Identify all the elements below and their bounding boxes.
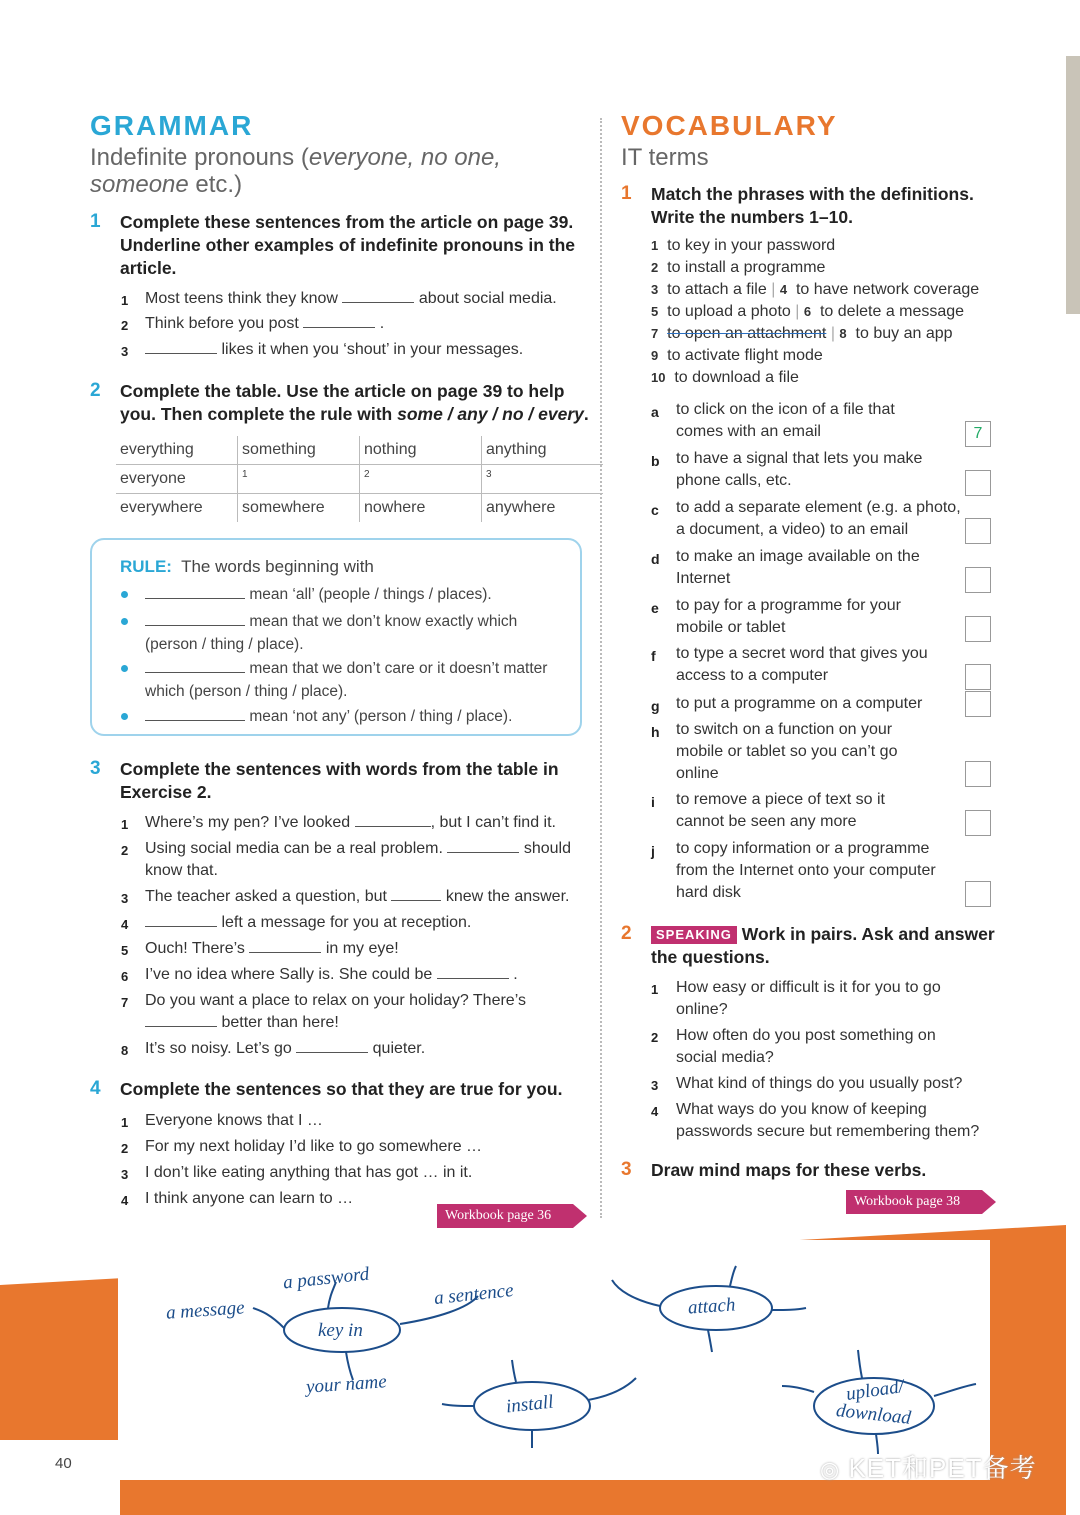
- item-text: , but I can’t find it.: [430, 814, 556, 831]
- exercise-instruction: Draw mind maps for these verbs.: [651, 1160, 927, 1180]
- item-text: Ouch! There’s: [145, 940, 245, 957]
- item-text: better than here!: [221, 1014, 339, 1031]
- definition-item: [676, 838, 936, 904]
- item-text: I’ve no idea where Sally is. She could be: [145, 966, 433, 983]
- list-item: [676, 1025, 936, 1069]
- mind-map-branch: a sentence: [433, 1279, 515, 1310]
- exercise-instruction: [120, 758, 590, 804]
- table-cell: anywhere: [486, 499, 556, 516]
- answer-blank[interactable]: [145, 1012, 217, 1027]
- answer-box[interactable]: [965, 691, 991, 717]
- blank-number: 2: [364, 469, 370, 481]
- table-cell: everything: [116, 436, 238, 465]
- instruction-part: you. Then complete the rule with: [120, 404, 398, 424]
- list-item: [145, 812, 556, 834]
- item-text: How easy or difficult is it for you to go: [676, 979, 941, 996]
- mind-map-branch: your name: [305, 1371, 388, 1398]
- answer-blank[interactable]: [355, 812, 431, 827]
- phrase-text: to delete a message: [819, 303, 965, 320]
- definition-text: a document, a video) to an email: [676, 521, 909, 538]
- table-row: [116, 436, 603, 465]
- grammar-title: GRAMMAR: [90, 110, 254, 141]
- table-cell-blank[interactable]: [482, 465, 604, 494]
- phrase-item: 7 to open an attachment | 8 to buy an app: [651, 325, 953, 342]
- answer-blank[interactable]: [342, 288, 414, 303]
- definition-item: [676, 719, 897, 785]
- branch-line: [772, 1308, 806, 1310]
- item-number: 4: [651, 1104, 659, 1119]
- rule-text: mean that we don’t care or it doesn’t matter: [249, 660, 548, 677]
- exercise-number: 4: [90, 1078, 101, 1099]
- column-divider: [600, 118, 602, 1218]
- definition-letter: g: [651, 698, 660, 714]
- instruction-line: Exercise 2.: [120, 782, 212, 802]
- list-item: [676, 977, 941, 1021]
- definition-item: [676, 399, 895, 443]
- table-cell: everywhere: [116, 494, 238, 523]
- instruction-part: Work in pairs. Ask and answer: [741, 924, 995, 944]
- exercise-number: 3: [621, 1159, 632, 1180]
- exercise-number: 3: [90, 758, 101, 779]
- table-row: [116, 465, 603, 494]
- item-text: left a message for you at reception.: [221, 914, 472, 931]
- item-number: 8: [121, 1043, 129, 1058]
- definition-text: hard disk: [676, 884, 741, 901]
- item-number: 2: [651, 1030, 659, 1045]
- rule-line: [145, 583, 492, 606]
- item-number: 4: [121, 1193, 129, 1208]
- phrase-item: 2 to install a programme: [651, 259, 826, 276]
- workbook-link[interactable]: [846, 1190, 982, 1214]
- rule-text: mean that we don’t know exactly which: [249, 613, 518, 630]
- list-item: For my next holiday I’d like to go somewhere …: [145, 1138, 483, 1155]
- answer-box[interactable]: [965, 567, 991, 593]
- answer-blank[interactable]: [249, 938, 321, 953]
- definition-item: [676, 448, 922, 492]
- phrase-text: to key in your password: [667, 237, 836, 254]
- item-text: social media?: [676, 1049, 774, 1066]
- instruction-em: some / any / no / every: [397, 404, 584, 424]
- rule-line: [145, 610, 565, 656]
- mind-map-center: install: [504, 1391, 555, 1418]
- rule-text: mean ‘all’ (people / things / places).: [249, 586, 492, 603]
- phrase-text: to have network coverage: [795, 281, 980, 298]
- item-text: Using social media can be a real problem.: [145, 840, 443, 857]
- item-text: The teacher asked a question, but: [145, 888, 387, 905]
- item-text: about social media.: [418, 290, 557, 307]
- instruction-line: the questions.: [651, 947, 770, 967]
- answer-blank[interactable]: [296, 1038, 368, 1053]
- answer-blank[interactable]: [145, 706, 245, 721]
- bullet-icon: [121, 591, 128, 598]
- table-cell: anything: [482, 436, 604, 465]
- list-item: [145, 938, 399, 960]
- item-text: Where’s my pen? I’ve looked: [145, 814, 351, 831]
- speaking-badge: SPEAKING: [651, 926, 737, 944]
- item-number: 2: [121, 843, 129, 858]
- definition-text: to remove a piece of text so it: [676, 791, 885, 808]
- list-item: I don’t like eating anything that has got … in it.: [145, 1164, 473, 1181]
- item-text: in my eye!: [325, 940, 399, 957]
- item-text: Think before you post: [145, 315, 299, 332]
- page-corner: [0, 1440, 120, 1515]
- instruction-line: [651, 923, 996, 946]
- table-cell: somewhere: [238, 494, 360, 523]
- definition-letter: b: [651, 453, 660, 469]
- subtitle-part: etc.): [188, 171, 243, 198]
- list-item: [145, 313, 384, 335]
- instruction-line: Underline other examples of indefinite pronouns in the: [120, 235, 576, 255]
- mind-map-panel: [118, 1240, 990, 1480]
- exercise-instruction: [651, 183, 974, 229]
- vocabulary-subtitle: IT terms: [621, 144, 709, 171]
- item-number: 1: [121, 1115, 129, 1130]
- item-text: online?: [676, 1001, 728, 1018]
- instruction-line: [120, 403, 595, 426]
- item-text: Do you want a place to relax on your holiday? There’s: [145, 992, 526, 1009]
- answer-blank[interactable]: [447, 838, 519, 853]
- subtitle-part: Indefinite pronouns (: [90, 144, 309, 171]
- item-text: How often do you post something on: [676, 1027, 936, 1044]
- watermark-text: KET和PET备考: [848, 1453, 1037, 1483]
- answer-box[interactable]: [965, 664, 991, 690]
- definition-text: to click on the icon of a file that: [676, 401, 895, 418]
- item-text: likes it when you ‘shout’ in your messages.: [221, 341, 524, 358]
- item-text: What ways do you know of keeping: [676, 1101, 927, 1118]
- item-text: .: [513, 966, 518, 983]
- definition-text: access to a computer: [676, 667, 829, 684]
- mind-map-lines: [118, 1240, 990, 1480]
- exercise-instruction: [120, 380, 595, 426]
- exercise-number: 2: [90, 380, 101, 401]
- list-item: [145, 964, 518, 986]
- item-number: 7: [121, 995, 129, 1010]
- answer-blank[interactable]: [145, 611, 245, 626]
- table-cell: everyone: [116, 465, 238, 494]
- arrow-right-icon: [982, 1190, 996, 1214]
- table-cell: nothing: [360, 436, 482, 465]
- definition-letter: f: [651, 648, 656, 664]
- bullet-icon: [121, 665, 128, 672]
- item-number: 6: [121, 969, 129, 984]
- phrase-text: to upload a photo: [667, 303, 791, 320]
- table-cell-blank[interactable]: [238, 465, 360, 494]
- branch-line: [730, 1266, 736, 1286]
- definition-text: online: [676, 765, 719, 782]
- item-text: What kind of things do you usually post?: [676, 1075, 963, 1092]
- item-text: It’s so noisy. Let’s go: [145, 1040, 292, 1057]
- rule-intro: The words beginning with: [181, 557, 374, 576]
- phrase-text: to install a programme: [667, 259, 826, 276]
- answer-box[interactable]: [965, 881, 991, 907]
- instruction-part: .: [583, 404, 589, 424]
- definition-text: from the Internet onto your computer: [676, 862, 936, 879]
- definition-text: to switch on a function on your: [676, 721, 893, 738]
- definition-text: mobile or tablet: [676, 619, 786, 636]
- exercise-number: 1: [621, 183, 632, 204]
- item-number: 3: [121, 891, 129, 906]
- answer-box[interactable]: [965, 616, 991, 642]
- item-text: Most teens think they know: [145, 290, 338, 307]
- item-number: 2: [121, 1141, 129, 1156]
- branch-line: [612, 1280, 660, 1306]
- branch-line: [708, 1330, 712, 1352]
- definition-item: [676, 789, 885, 833]
- phrase-text: to download a file: [674, 369, 799, 386]
- definition-text: to pay for a programme for your: [676, 597, 901, 614]
- list-item: [145, 288, 557, 310]
- table-cell: something: [238, 436, 360, 465]
- definition-text: to copy information or a programme: [676, 840, 930, 857]
- definition-letter: c: [651, 502, 659, 518]
- rule-line: [145, 705, 512, 728]
- blank-number: 3: [486, 469, 492, 481]
- list-item: [145, 990, 585, 1034]
- mind-map-center: download: [835, 1400, 912, 1429]
- item-number: 3: [121, 344, 129, 359]
- item-text: .: [379, 315, 385, 332]
- branch-line: [934, 1384, 976, 1396]
- definition-text: mobile or tablet so you can’t go: [676, 743, 898, 760]
- phrase-text: to activate flight mode: [667, 347, 823, 364]
- answer-box[interactable]: [965, 761, 991, 787]
- definition-text: comes with an email: [676, 423, 821, 440]
- subtitle-em: someone: [90, 171, 189, 198]
- instruction-line: Complete these sentences from the article on page 39.: [120, 212, 574, 232]
- exercise-instruction: Complete the sentences so that they are true for you.: [120, 1079, 563, 1099]
- definition-letter: h: [651, 724, 660, 740]
- definition-letter: e: [651, 600, 659, 616]
- item-number: 1: [121, 293, 129, 308]
- list-item: [676, 1099, 979, 1143]
- phrase-item: 1 to key in your password: [651, 237, 836, 254]
- workbook-label: Workbook page 36: [445, 1208, 552, 1223]
- definition-item: [676, 546, 920, 590]
- answer-blank[interactable]: [391, 886, 441, 901]
- list-item: Everyone knows that I …: [145, 1112, 323, 1129]
- phrase-item: 9 to activate flight mode: [651, 347, 823, 364]
- subtitle-em: everyone, no one,: [308, 144, 501, 171]
- branch-line: [442, 1404, 474, 1406]
- definition-item: [676, 643, 928, 687]
- item-number: 3: [121, 1167, 129, 1182]
- phrase-text: to buy an app: [855, 325, 953, 342]
- page-number: 40: [55, 1455, 72, 1472]
- phrase-item: 10 to download a file: [651, 369, 799, 386]
- side-photo-strip: [1066, 56, 1080, 314]
- rule-text: which (person / thing / place).: [145, 683, 348, 700]
- instruction-line: Complete the sentences with words from the table in: [120, 759, 559, 779]
- list-item: [676, 1073, 962, 1095]
- definition-letter: i: [651, 794, 655, 810]
- answer-box[interactable]: [965, 810, 991, 836]
- item-number: 2: [121, 318, 129, 333]
- phrase-item: 5 to upload a photo | 6 to delete a message: [651, 303, 965, 320]
- definition-letter: d: [651, 551, 660, 567]
- definition-item: [676, 497, 961, 541]
- instruction-line: Write the numbers 1–10.: [651, 207, 853, 227]
- pronoun-table: [116, 436, 603, 522]
- list-item: [145, 1038, 425, 1060]
- blank-number: 1: [242, 469, 248, 481]
- exercise-instruction: [120, 211, 590, 280]
- answer-box[interactable]: 7: [965, 421, 991, 447]
- rule-label: RULE:: [120, 557, 172, 576]
- exercise-instruction: [651, 923, 996, 969]
- phrase-text: to attach a file: [667, 281, 767, 298]
- item-text: know that.: [145, 862, 218, 879]
- grammar-subtitle: [90, 144, 550, 198]
- definition-text: phone calls, etc.: [676, 472, 792, 489]
- definition-text: to make an image available on the: [676, 548, 920, 565]
- item-text: quieter.: [372, 1040, 426, 1057]
- mind-map-center: key in: [318, 1320, 363, 1341]
- answer-blank[interactable]: [145, 912, 217, 927]
- definition-text: Internet: [676, 570, 731, 587]
- wechat-icon: ◎: [820, 1457, 841, 1482]
- instruction-line: article.: [120, 258, 177, 278]
- definition-text: to add a separate element (e.g. a photo,: [676, 499, 961, 516]
- bullet-icon: [121, 713, 128, 720]
- answer-blank[interactable]: [303, 313, 375, 328]
- exercise-number: 2: [621, 923, 632, 944]
- answer-blank[interactable]: [145, 658, 245, 673]
- list-item: [145, 838, 585, 882]
- mind-map-center: upload/: [844, 1376, 906, 1405]
- answer-blank[interactable]: [437, 964, 509, 979]
- item-text: knew the answer.: [445, 888, 570, 905]
- answer-blank[interactable]: [145, 584, 245, 599]
- branch-line: [858, 1350, 862, 1378]
- vocabulary-title: VOCABULARY: [621, 110, 838, 141]
- list-item: [145, 339, 523, 361]
- item-number: 1: [121, 817, 129, 832]
- rule-line: [145, 657, 575, 703]
- exercise-number: 1: [90, 211, 101, 232]
- branch-line: [588, 1378, 636, 1400]
- list-item: [145, 912, 471, 934]
- table-cell-blank[interactable]: [360, 465, 482, 494]
- definition-letter: j: [651, 843, 655, 859]
- answer-blank[interactable]: [145, 339, 217, 354]
- definition-text: cannot be seen any more: [676, 813, 857, 830]
- item-number: 3: [651, 1078, 659, 1093]
- item-number: 4: [121, 917, 129, 932]
- branch-line: [512, 1360, 516, 1382]
- mind-map-branch: a password: [282, 1263, 371, 1294]
- item-number: 5: [121, 943, 129, 958]
- definition-text: to have a signal that lets you make: [676, 450, 923, 467]
- table-row: [116, 494, 603, 523]
- definition-text: to type a secret word that gives you: [676, 645, 928, 662]
- answer-box[interactable]: [965, 470, 991, 496]
- branch-line: [782, 1386, 814, 1392]
- list-item: [145, 886, 569, 908]
- item-number: 1: [651, 982, 659, 997]
- mind-map-branch: a message: [165, 1297, 246, 1324]
- rule-text: (person / thing / place).: [145, 636, 304, 653]
- workbook-label: Workbook page 38: [854, 1194, 961, 1209]
- phrase-text-crossed: to open an attachment: [667, 325, 827, 342]
- definition-letter: a: [651, 404, 659, 420]
- rule-text: mean ‘not any’ (person / thing / place).: [249, 708, 513, 725]
- list-item: I think anyone can learn to …: [145, 1190, 354, 1207]
- mind-map-center: attach: [687, 1294, 737, 1319]
- item-text: passwords secure but remembering them?: [676, 1123, 980, 1140]
- phrase-item: 3 to attach a file | 4 to have network coverage: [651, 281, 980, 298]
- definition-text: to put a programme on a computer: [676, 695, 923, 712]
- instruction-line: Match the phrases with the definitions.: [651, 184, 974, 204]
- answer-box[interactable]: [965, 518, 991, 544]
- definition-item: [676, 693, 922, 715]
- bullet-icon: [121, 618, 128, 625]
- rule-heading: [120, 555, 374, 578]
- table-cell: nowhere: [360, 494, 482, 523]
- branch-line: [253, 1308, 284, 1328]
- item-text: should: [523, 840, 571, 857]
- definition-item: [676, 595, 901, 639]
- watermark: [820, 1448, 1037, 1485]
- instruction-line: Complete the table. Use the article on page 39 to help: [120, 381, 565, 401]
